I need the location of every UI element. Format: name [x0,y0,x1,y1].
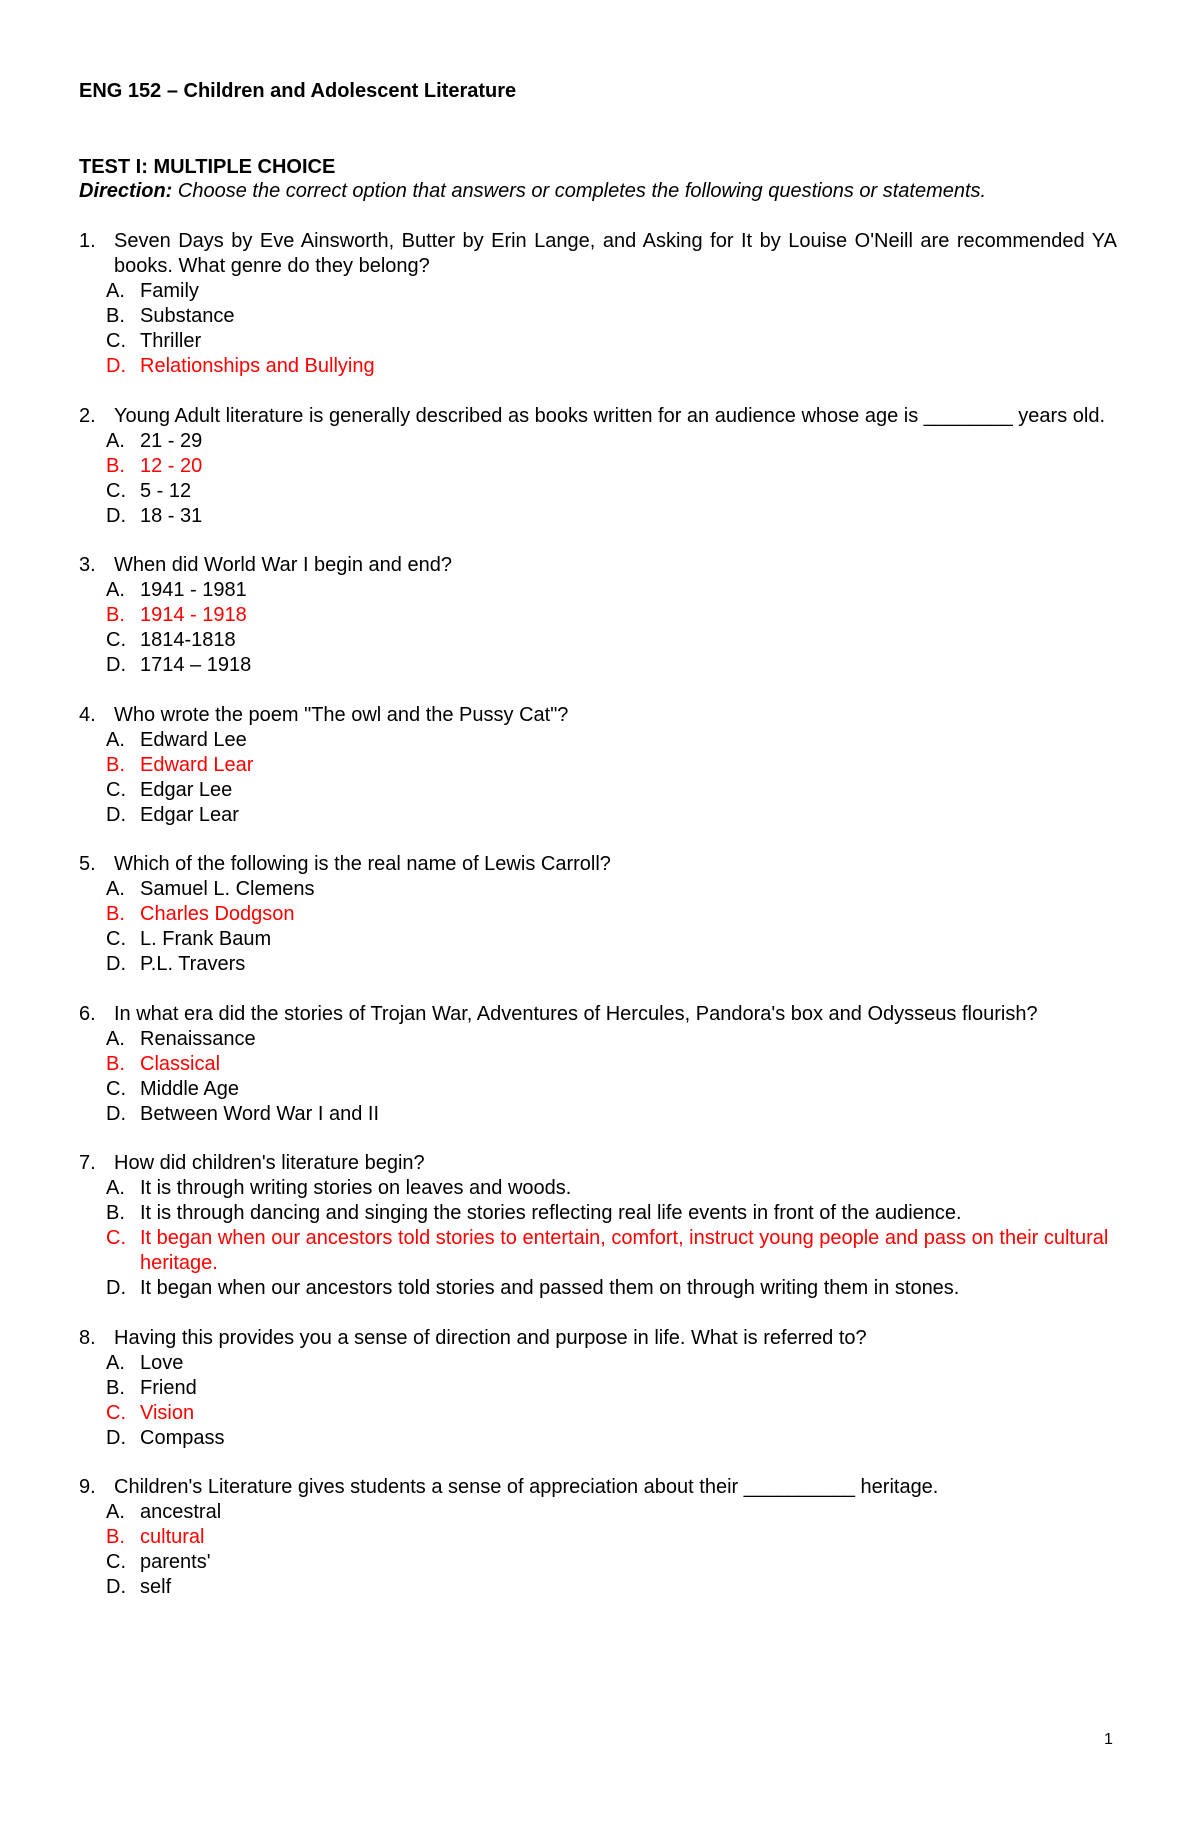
correct-answer-option [79,603,1117,628]
option-text: Love [140,1351,184,1374]
option-letter: D. [106,953,126,975]
option-letter: D. [106,803,126,826]
answer-option [79,877,1117,902]
answer-option [79,1426,1117,1451]
option-list [79,1500,1117,1600]
answer-option [79,803,1117,828]
option-letter: B. [106,1526,125,1548]
option-list [79,279,1117,379]
page-number: 1 [1104,1731,1113,1748]
option-text: Substance [140,305,235,327]
answer-option [79,1575,1117,1600]
option-list [79,1351,1117,1451]
option-letter: A. [106,1177,125,1199]
option-list [79,1027,1117,1127]
option-text: 1941 - 1981 [140,579,247,601]
question-item [79,1002,1117,1127]
question-list [79,229,1117,1625]
option-letter: C. [106,928,126,950]
correct-answer-option [79,454,1117,479]
option-text: Edward Lee [140,728,247,751]
correct-answer-option [79,1052,1117,1077]
option-text: Between Word War I and II [140,1102,379,1125]
correct-answer-option [79,1525,1117,1550]
option-text: Family [140,280,199,302]
option-list [79,728,1117,828]
option-letter: A. [106,429,125,452]
option-letter: D. [106,355,126,377]
option-letter: D. [106,1576,126,1598]
correct-answer-option [79,902,1117,927]
answer-option [79,578,1117,603]
correct-answer-option [79,1226,1117,1276]
question-item [79,852,1117,977]
option-letter: A. [106,1027,125,1050]
option-text: parents' [140,1551,211,1573]
option-letter: B. [106,305,125,327]
option-text: L. Frank Baum [140,928,272,950]
option-text: 12 - 20 [140,454,203,477]
answer-option [79,1500,1117,1525]
option-letter: B. [106,1202,125,1224]
option-text: Renaissance [140,1027,256,1050]
option-letter: C. [106,1227,126,1249]
question-number: 9. [79,1476,96,1498]
question-text: Who wrote the poem "The owl and the Pussy Cat"? [114,703,569,726]
question-row [79,229,1117,279]
question-row [79,703,1117,728]
option-text: Edgar Lear [140,803,239,826]
question-item [79,553,1117,678]
question-item [79,1475,1117,1600]
option-list [79,578,1117,678]
answer-option [79,1376,1117,1401]
question-row [79,1151,1117,1176]
question-text: Seven Days by Eve Ainsworth, Butter by Erin Lange, and Asking for It by Louise O'Neill are recommended YA books. What genre do they belong? [114,230,1117,277]
question-item [79,404,1117,529]
answer-option [79,1276,1117,1301]
question-number: 4. [79,703,96,726]
option-letter: C. [106,778,126,801]
option-text: Relationships and Bullying [140,355,375,377]
option-text: cultural [140,1526,205,1548]
option-text: 21 - 29 [140,429,203,452]
option-text: It began when our ancestors told stories and passed them on through writing them in stones. [140,1277,960,1299]
option-text: Friend [140,1376,197,1399]
question-item [79,703,1117,828]
direction-text: Choose the correct option that answers or completes the following questions or statements. [172,180,987,202]
option-letter: D. [106,1102,126,1125]
option-text: Samuel L. Clemens [140,878,315,900]
option-text: It is through dancing and singing the stories reflecting real life events in front of the audience. [140,1202,962,1224]
question-item [79,229,1117,379]
question-number: 8. [79,1326,96,1349]
option-letter: C. [106,1401,126,1424]
question-number: 2. [79,404,96,427]
option-letter: C. [106,330,126,352]
question-row [79,1326,1117,1351]
answer-option [79,329,1117,354]
option-list [79,429,1117,529]
option-text: Thriller [140,330,202,352]
question-row [79,1002,1117,1027]
question-number: 6. [79,1002,96,1025]
question-text: Which of the following is the real name of Lewis Carroll? [114,853,611,875]
question-number: 3. [79,554,96,576]
correct-answer-option [79,354,1117,379]
question-item [79,1151,1117,1301]
option-letter: B. [106,903,125,925]
option-letter: B. [106,604,125,626]
answer-option [79,304,1117,329]
option-text: Compass [140,1426,225,1449]
question-number: 7. [79,1152,96,1174]
question-number: 5. [79,853,96,875]
option-text: Vision [140,1401,195,1424]
correct-answer-option [79,753,1117,778]
direction-label: Direction: [79,180,173,202]
option-letter: D. [106,1277,126,1299]
answer-option [79,728,1117,753]
option-letter: A. [106,1351,125,1374]
answer-option [79,504,1117,529]
option-text: Middle Age [140,1077,239,1100]
option-text: self [140,1576,172,1598]
option-letter: D. [106,654,126,676]
option-text: 1914 - 1918 [140,604,247,626]
option-letter: B. [106,454,125,477]
option-letter: B. [106,1376,125,1399]
option-letter: C. [106,479,126,502]
question-number: 1. [79,230,96,252]
option-letter: C. [106,629,126,651]
test-heading: TEST I: MULTIPLE CHOICE [79,156,336,178]
option-letter: C. [106,1551,126,1573]
question-item [79,1326,1117,1451]
question-row [79,404,1117,429]
question-text: Having this provides you a sense of direction and purpose in life. What is referred to? [114,1326,867,1349]
answer-option [79,1550,1117,1575]
direction-paragraph [79,178,1119,204]
option-letter: D. [106,1426,126,1449]
answer-option [79,1201,1117,1226]
option-letter: C. [106,1077,126,1100]
question-text: Children's Literature gives students a sense of appreciation about their __________ heritage. [114,1476,939,1498]
answer-option [79,1077,1117,1102]
option-letter: B. [106,753,125,776]
option-text: It began when our ancestors told stories to entertain, comfort, instruct young people and pass on their cultural heritage. [140,1227,1109,1274]
question-row [79,553,1117,578]
question-text: When did World War I begin and end? [114,554,452,576]
option-letter: D. [106,504,126,527]
option-text: Classical [140,1052,221,1075]
answer-option [79,653,1117,678]
answer-option [79,927,1117,952]
question-text: Young Adult literature is generally described as books written for an audience whose age is ________ years old. [114,404,1106,427]
question-row [79,852,1117,877]
option-text: Edward Lear [140,753,254,776]
option-text: 1814-1818 [140,629,236,651]
answer-option [79,1176,1117,1201]
question-text: How did children's literature begin? [114,1152,425,1174]
option-letter: A. [106,579,125,601]
option-text: Charles Dodgson [140,903,295,925]
option-text: 1714 – 1918 [140,654,252,676]
answer-option [79,1102,1117,1127]
option-text: It is through writing stories on leaves and woods. [140,1177,572,1199]
answer-option [79,479,1117,504]
option-letter: A. [106,878,125,900]
answer-option [79,778,1117,803]
question-text: In what era did the stories of Trojan War, Adventures of Hercules, Pandora's box and Odysseus flourish? [114,1002,1038,1025]
answer-option [79,429,1117,454]
answer-option [79,952,1117,977]
option-text: 5 - 12 [140,479,192,502]
course-title: ENG 152 – Children and Adolescent Literature [79,80,517,102]
correct-answer-option [79,1401,1117,1426]
option-letter: B. [106,1052,125,1075]
answer-option [79,279,1117,304]
option-list [79,877,1117,977]
option-letter: A. [106,1501,125,1523]
option-text: P.L. Travers [140,953,246,975]
answer-option [79,1351,1117,1376]
answer-option [79,628,1117,653]
option-text: 18 - 31 [140,504,203,527]
option-letter: A. [106,280,125,302]
option-letter: A. [106,728,125,751]
answer-option [79,1027,1117,1052]
question-row [79,1475,1117,1500]
option-text: Edgar Lee [140,778,233,801]
option-list [79,1176,1117,1301]
option-text: ancestral [140,1501,222,1523]
